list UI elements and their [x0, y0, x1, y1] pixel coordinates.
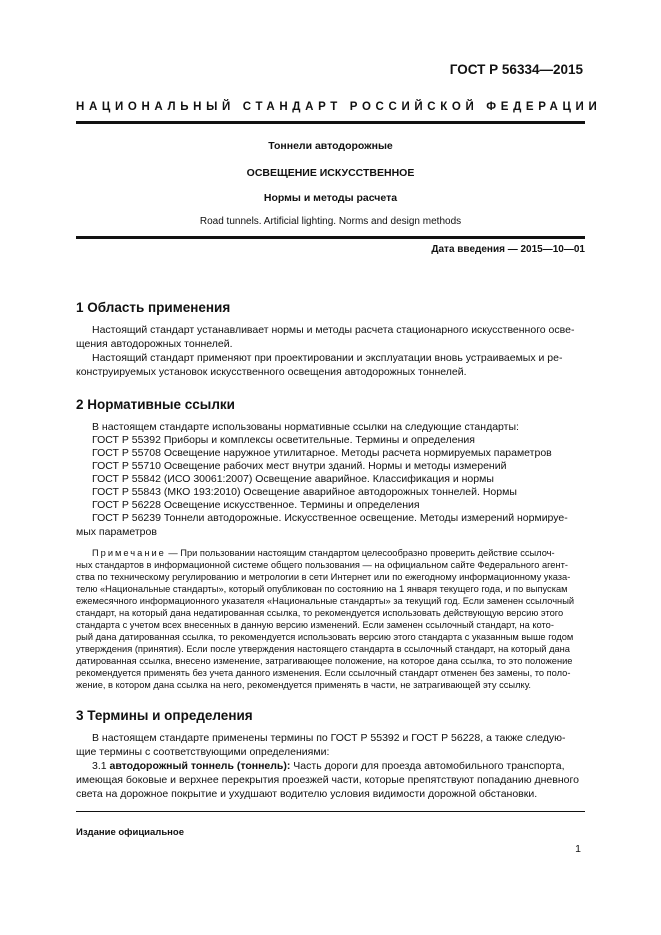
s2-ref-55843: ГОСТ Р 55843 (МКО 193:2010) Освещение аварийное автодорожных тоннелей. Нормы — [92, 486, 517, 498]
s3-line-2: щие термины с соответствующими определениями: — [76, 746, 330, 758]
s2-ref-55842: ГОСТ Р 55842 (ИСО 30061:2007) Освещение аварийное. Классификация и нормы — [92, 473, 494, 485]
s1-line-2: щения автодорожных тоннелей. — [76, 338, 233, 350]
note-line-4: телю «Национальные стандарты», который опубликован по состоянию на 1 января текущего года, и по выпускам — [76, 584, 568, 594]
page-number: 1 — [575, 843, 581, 855]
standard-designation: ГОСТ Р 56334—2015 — [449, 62, 583, 77]
note-line-5: ежемесячного информационного указателя «Национальные стандарты» за текущий год. Если заменен ссылочный — [76, 596, 575, 606]
s2-ref-56239: ГОСТ Р 56239 Тоннели автодорожные. Искусственное освещение. Методы измерений нормируе- — [92, 512, 568, 524]
s2-ref-56239-cont: мых параметров — [76, 526, 157, 538]
footer-rule — [76, 811, 585, 812]
note-line-6: стандарт, на который дана недатированная ссылка, то рекомендуется использовать действующую версию этого — [76, 608, 564, 618]
title-sub: Нормы и методы расчета — [263, 192, 398, 204]
s3-term-3-1 — [92, 760, 565, 773]
s2-line-1: В настоящем стандарте использованы нормативные ссылки на следующие стандарты: — [92, 421, 519, 433]
s3-line-1: В настоящем стандарте применены термины по ГОСТ Р 55392 и ГОСТ Р 56228, а также следую- — [92, 732, 566, 744]
term-number: 3.1 — [92, 760, 110, 772]
note-line-9: утверждения (принятия). Если после утверждения настоящего стандарта в ссылочный стандарт, на который дана — [76, 644, 570, 654]
term-name: автодорожный тоннель (тоннель): — [109, 760, 291, 772]
s2-ref-55710: ГОСТ Р 55710 Освещение рабочих мест внутри зданий. Нормы и методы измерений — [92, 460, 507, 472]
introduction-date: Дата введения — 2015—10—01 — [431, 244, 585, 255]
title-english: Road tunnels. Artificial lighting. Norms and design methods — [199, 216, 462, 227]
note-line-3: ства по техническому регулированию и метрологии в сети Интернет или по ежегодному информационному указа- — [76, 572, 571, 582]
note-line-7: стандарта с учетом всех внесенных в данную версию изменений. Если заменен ссылочный стандарт, на кото- — [76, 620, 554, 630]
note-line-12: жение, в котором дана ссылка на него, рекомендуется применять в части, не затрагивающей эту ссылку. — [76, 680, 532, 690]
title-rule — [76, 236, 585, 239]
s2-ref-55708: ГОСТ Р 55708 Освещение наружное утилитарное. Методы расчета нормируемых параметров — [92, 447, 552, 459]
note-line-1 — [92, 547, 555, 559]
s3-term-line-2: имеющая боковые и верхнее перекрытия проезжей части, которые препятствуют попаданию дневного — [76, 774, 579, 786]
note-text-1: — При пользовании настоящим стандартом целесообразно проверить действие ссылоч- — [165, 548, 555, 558]
s1-line-3: Настоящий стандарт применяют при проектировании и эксплуатации вновь устраиваемых и ре- — [92, 352, 563, 364]
note-line-11: рекомендуется применять без учета данного изменения. Если ссылочный стандарт отменен без замены, то поло- — [76, 668, 571, 678]
national-standard-banner: НАЦИОНАЛЬНЫЙ СТАНДАРТ РОССИЙСКОЙ ФЕДЕРАЦИИ — [76, 101, 602, 113]
s1-line-1: Настоящий стандарт устанавливает нормы и методы расчета стационарного искусственного осве- — [92, 324, 575, 336]
s2-ref-56228: ГОСТ Р 56228 Освещение искусственное. Термины и определения — [92, 499, 420, 511]
note-line-2: ных стандартов в информационной системе общего пользования — на официальном сайте Федерального агент- — [76, 560, 568, 570]
s3-term-line-3: света на дорожное покрытие и ухудшают водителю условия видимости дорожной обстановки. — [76, 788, 538, 800]
note-line-10: датированная ссылка, внесено изменение, затрагивающее положение, на которое дана ссылка, то это положение — [76, 656, 573, 666]
official-edition: Издание официальное — [76, 827, 184, 838]
section-1-heading: 1 Область применения — [76, 300, 231, 315]
top-rule — [76, 121, 585, 124]
s1-line-4: конструируемых установок искусственного освещения автодорожных тоннелей. — [76, 366, 467, 378]
section-3-heading: 3 Термины и определения — [76, 708, 253, 723]
term-definition-start: Часть дороги для проезда автомобильного транспорта, — [290, 760, 565, 772]
note-label: Примечание — [92, 548, 166, 558]
note-line-8: рый дана датированная ссылка, то рекомендуется использовать версию этого стандарта с указанным выше годом — [76, 632, 574, 642]
s2-ref-55392: ГОСТ Р 55392 Приборы и комплексы осветительные. Термины и определения — [92, 434, 475, 446]
title-main: ОСВЕЩЕНИЕ ИСКУССТВЕННОЕ — [246, 167, 415, 179]
title-subject: Тоннели автодорожные — [268, 140, 393, 152]
section-2-heading: 2 Нормативные ссылки — [76, 397, 235, 412]
